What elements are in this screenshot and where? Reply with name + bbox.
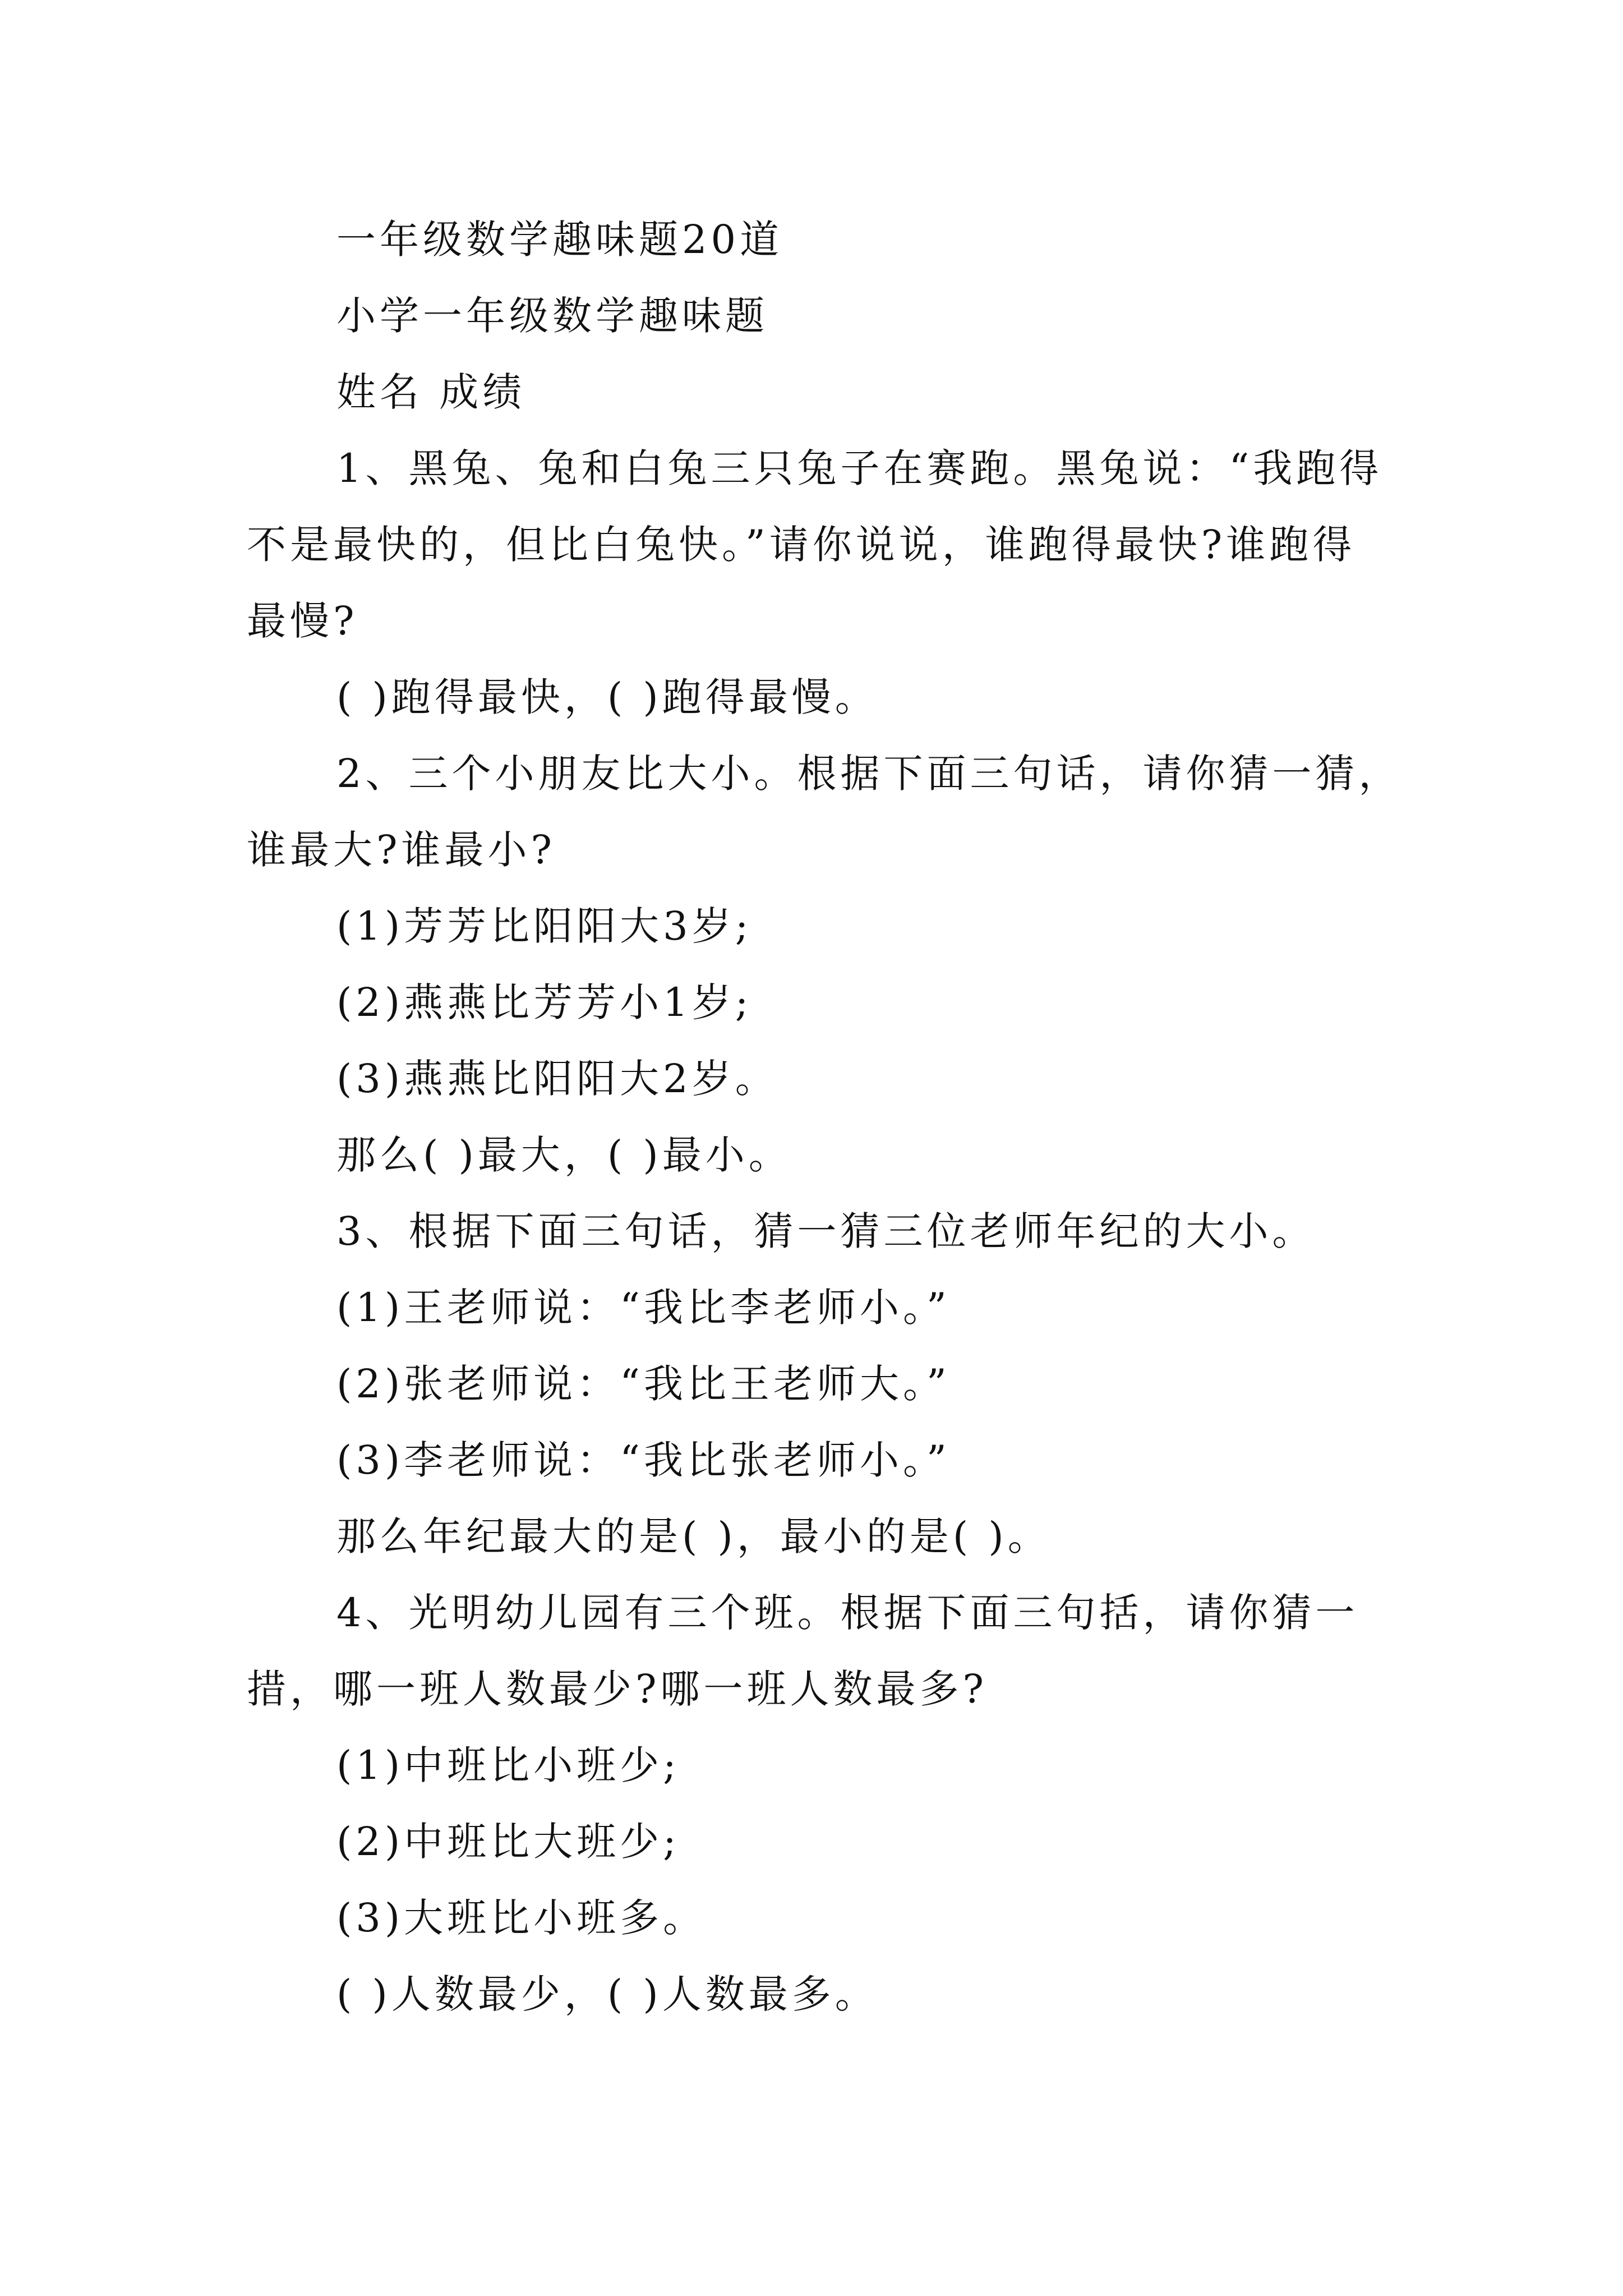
question-4-clue-3: (3)大班比小班多。 (336, 1895, 707, 1941)
question-1-answer: ( )跑得最快，( )跑得最慢。 (336, 674, 878, 720)
question-3-answer: 那么年纪最大的是( )，最小的是( )。 (336, 1513, 1051, 1559)
question-3-clue-3: (3)李老师说：“我比张老师小。” (336, 1437, 951, 1483)
question-4-line-2: 措，哪一班人数最少?哪一班人数最多? (247, 1666, 988, 1712)
document-title: 一年级数学趣味题20道 (336, 217, 783, 263)
question-4-line-1: 4、光明幼儿园有三个班。根据下面三句括，请你猜一 (336, 1590, 1359, 1636)
question-2-clue-1: (1)芳芳比阳阳大3岁; (336, 903, 753, 949)
question-2-line-2: 谁最大?谁最小? (247, 827, 556, 873)
question-2-clue-3: (3)燕燕比阳阳大2岁。 (336, 1056, 778, 1102)
question-4-answer: ( )人数最少，( )人数最多。 (336, 1971, 878, 2017)
question-1-line-2: 不是最快的，但比白兔快。”请你说说，谁跑得最快?谁跑得 (247, 522, 1356, 568)
question-3-line-1: 3、根据下面三句话，猜一猜三位老师年纪的大小。 (336, 1208, 1316, 1254)
question-4-clue-1: (1)中班比小班少; (336, 1742, 680, 1788)
question-2-clue-2: (2)燕燕比芳芳小1岁; (336, 979, 753, 1025)
question-1-line-3: 最慢? (247, 598, 358, 644)
question-3-clue-2: (2)张老师说：“我比王老师大。” (336, 1361, 951, 1407)
question-3-clue-1: (1)王老师说：“我比李老师小。” (336, 1285, 951, 1331)
name-score-line: 姓名 成绩 (336, 369, 526, 415)
document-subtitle: 小学一年级数学趣味题 (336, 293, 768, 339)
question-2-answer: 那么( )最大，( )最小。 (336, 1132, 792, 1178)
question-4-clue-2: (2)中班比大班少; (336, 1819, 680, 1865)
question-1-line-1: 1、黑兔、兔和白兔三只兔子在赛跑。黑兔说：“我跑得 (336, 445, 1383, 491)
question-2-line-1: 2、三个小朋友比大小。根据下面三句话，请你猜一猜， (336, 751, 1402, 797)
